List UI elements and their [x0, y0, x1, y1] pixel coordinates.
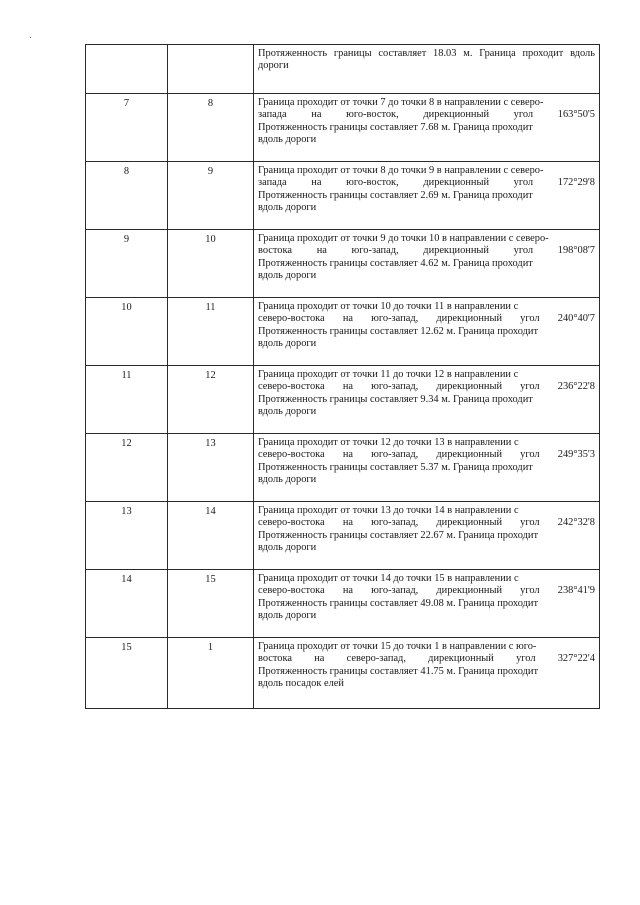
point-to-cell: 13 [168, 434, 254, 502]
direction-word: юго-запад, [371, 449, 419, 461]
direction-word: востока [258, 245, 293, 257]
description-line-direction [258, 517, 595, 529]
boundary-description-cell [254, 230, 600, 298]
direction-angle: 236°22'8 [557, 381, 595, 393]
point-to-cell: 14 [168, 502, 254, 570]
boundary-description-cell [254, 45, 600, 94]
direction-word: на [342, 381, 353, 393]
point-to-cell: 8 [168, 94, 254, 162]
direction-angle: 327°22'4 [557, 653, 595, 665]
description-line-route: вдоль дороги [258, 201, 317, 213]
boundary-description-cell [254, 366, 600, 434]
description-line-route: вдоль дороги [258, 609, 317, 621]
table-row [86, 366, 600, 434]
direction-word: юго-запад, [371, 381, 419, 393]
direction-word: угол [513, 245, 534, 257]
direction-word: запада [258, 109, 287, 121]
description-line: Граница проходит от точки 13 до точки 14 в направлении с [258, 505, 519, 516]
point-from-cell: 11 [86, 366, 168, 434]
direction-word: юго-запад, [371, 313, 419, 325]
direction-word: северо-востока [258, 585, 325, 597]
point-from-cell [86, 45, 168, 94]
point-to-cell [168, 45, 254, 94]
direction-word: юго-запад, [371, 585, 419, 597]
description-line-direction [258, 653, 595, 665]
description-line-length: Протяженность границы составляет 22.67 м. Граница проходит [258, 529, 539, 541]
description-line: Граница проходит от точки 8 до точки 9 в направлении с северо- [258, 165, 544, 176]
direction-word: на [314, 653, 325, 665]
direction-angle: 163°50'5 [557, 109, 595, 121]
direction-word: на [311, 109, 322, 121]
direction-word: угол [520, 517, 540, 529]
direction-word: дирекционный [436, 585, 503, 597]
direction-word: северо-востока [258, 449, 325, 461]
boundary-description-cell [254, 298, 600, 366]
description-line-route: вдоль дороги [258, 337, 317, 349]
description-line-length: Протяженность границы составляет 12.62 м. Граница проходит [258, 325, 539, 337]
point-from-cell: 8 [86, 162, 168, 230]
description-line-route: вдоль дороги [258, 473, 317, 485]
point-from-cell: 10 [86, 298, 168, 366]
direction-word: юго-восток, [346, 177, 399, 189]
description-line-route: вдоль дороги [258, 405, 317, 417]
direction-word: северо-востока [258, 517, 325, 529]
direction-word: северо-запад, [346, 653, 406, 665]
direction-word: юго-запад, [371, 517, 419, 529]
direction-angle: 198°08'7 [557, 245, 595, 257]
boundary-description-cell [254, 570, 600, 638]
point-to-cell: 15 [168, 570, 254, 638]
direction-angle: 238°41'9 [557, 585, 595, 597]
description-line-route: вдоль дороги [258, 541, 317, 553]
boundary-description-cell [254, 162, 600, 230]
direction-word: на [342, 585, 353, 597]
direction-word: угол [516, 653, 536, 665]
point-to-cell: 10 [168, 230, 254, 298]
scan-speck [30, 37, 31, 38]
description-line-length: Протяженность границы составляет 4.62 м. Граница проходит [258, 257, 533, 269]
description-line: Граница проходит от точки 12 до точки 13 в направлении с [258, 437, 519, 448]
table-row [86, 570, 600, 638]
direction-word: угол [513, 109, 534, 121]
description-line-direction [258, 109, 595, 121]
direction-word: юго-восток, [346, 109, 399, 121]
direction-word: запада [258, 177, 287, 189]
table-row [86, 162, 600, 230]
direction-word: юго-запад, [351, 245, 399, 257]
boundary-description-text: Протяженность границы составляет 18.03 м. Граница проходит вдоль дороги [258, 48, 595, 72]
point-from-cell: 15 [86, 638, 168, 709]
table-row [86, 638, 600, 709]
point-from-cell: 14 [86, 570, 168, 638]
direction-word: угол [513, 177, 534, 189]
direction-word: дирекционный [423, 109, 490, 121]
description-line: Граница проходит от точки 11 до точки 12 в направлении с [258, 369, 519, 380]
description-line: Граница проходит от точки 9 до точки 10 в направлении с северо- [258, 233, 549, 244]
direction-word: на [311, 177, 322, 189]
description-line: Граница проходит от точки 10 до точки 11 в направлении с [258, 301, 519, 312]
direction-word: северо-востока [258, 381, 325, 393]
direction-word: северо-востока [258, 313, 325, 325]
direction-word: востока [258, 653, 293, 665]
description-line-route: вдоль дороги [258, 269, 317, 281]
direction-word: дирекционный [436, 449, 503, 461]
boundary-description-cell [254, 502, 600, 570]
description-line-length: Протяженность границы составляет 2.69 м. Граница проходит [258, 189, 533, 201]
boundary-table [85, 44, 600, 709]
description-line-route: вдоль дороги [258, 133, 317, 145]
table-row [86, 434, 600, 502]
boundary-table-body [86, 45, 600, 709]
table-row [86, 298, 600, 366]
description-line-length: Протяженность границы составляет 41.75 м. Граница проходит [258, 665, 539, 677]
direction-angle: 172°29'8 [557, 177, 595, 189]
point-to-cell: 1 [168, 638, 254, 709]
direction-word: на [342, 449, 353, 461]
direction-word: дирекционный [423, 177, 490, 189]
description-line-length: Протяженность границы составляет 5.37 м. Граница проходит [258, 461, 533, 473]
boundary-description-cell [254, 94, 600, 162]
description-line: Граница проходит от точки 14 до точки 15 в направлении с [258, 573, 519, 584]
direction-word: дирекционный [436, 517, 503, 529]
description-line-direction [258, 381, 595, 393]
direction-word: дирекционный [428, 653, 494, 665]
point-from-cell: 12 [86, 434, 168, 502]
direction-word: дирекционный [436, 381, 503, 393]
direction-angle: 240°40'7 [557, 313, 595, 325]
description-line: Граница проходит от точки 15 до точки 1 в направлении с юго- [258, 641, 537, 652]
point-to-cell: 11 [168, 298, 254, 366]
direction-word: дирекционный [423, 245, 489, 257]
point-from-cell: 13 [86, 502, 168, 570]
description-line-direction [258, 313, 595, 325]
table-row [86, 502, 600, 570]
description-line-direction [258, 245, 595, 257]
point-from-cell: 9 [86, 230, 168, 298]
description-line-length: Протяженность границы составляет 9.34 м. Граница проходит [258, 393, 533, 405]
table-row [86, 45, 600, 94]
table-row [86, 230, 600, 298]
direction-word: угол [520, 585, 540, 597]
point-to-cell: 9 [168, 162, 254, 230]
point-from-cell: 7 [86, 94, 168, 162]
direction-word: угол [520, 449, 540, 461]
boundary-description-cell [254, 638, 600, 709]
point-to-cell: 12 [168, 366, 254, 434]
direction-angle: 242°32'8 [557, 517, 595, 529]
direction-word: угол [520, 381, 540, 393]
direction-word: на [342, 313, 353, 325]
direction-word: на [342, 517, 353, 529]
description-line-direction [258, 449, 595, 461]
description-line: Граница проходит от точки 7 до точки 8 в направлении с северо- [258, 97, 544, 108]
direction-word: на [316, 245, 327, 257]
direction-word: угол [520, 313, 540, 325]
description-line-route: вдоль посадок елей [258, 677, 344, 689]
boundary-description-cell [254, 434, 600, 502]
description-line-length: Протяженность границы составляет 49.08 м. Граница проходит [258, 597, 539, 609]
description-line-direction [258, 585, 595, 597]
description-line-direction [258, 177, 595, 189]
description-line-length: Протяженность границы составляет 7.68 м. Граница проходит [258, 121, 533, 133]
direction-angle: 249°35'3 [557, 449, 595, 461]
table-row [86, 94, 600, 162]
direction-word: дирекционный [436, 313, 503, 325]
